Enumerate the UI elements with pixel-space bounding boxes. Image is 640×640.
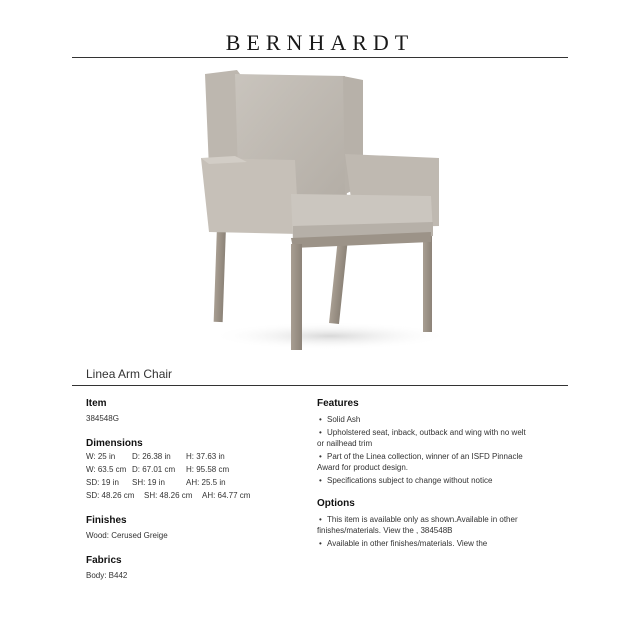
options-list — [317, 514, 557, 549]
finishes-heading: Finishes — [86, 515, 127, 526]
brand-logo: BERNHARDT — [225, 30, 415, 55]
dimension-value: W: 25 in — [86, 452, 116, 461]
feature-item: • Part of the Linea collection, winner of an ISFD Pinnacle — [317, 451, 557, 462]
features-heading: Features — [317, 398, 359, 409]
option-item: • This item is available only as shown.Available in other — [317, 514, 557, 525]
feature-item: • Upholstered seat, inback, outback and wing with no welt — [317, 427, 557, 438]
dimension-value: SD: 19 in — [86, 478, 119, 487]
dimension-row — [86, 464, 296, 475]
feature-item: • Specifications subject to change without notice — [317, 475, 557, 486]
right-column — [317, 398, 557, 549]
dimension-row — [86, 477, 296, 488]
dimension-value: W: 63.5 cm — [86, 465, 127, 474]
dimension-value: H: 95.58 cm — [186, 465, 230, 474]
dimension-value: AH: 25.5 in — [186, 478, 226, 487]
dimension-value: D: 26.38 in — [132, 452, 171, 461]
product-name: Linea Arm Chair — [86, 367, 173, 381]
dimension-value: SH: 19 in — [132, 478, 165, 487]
dimension-value: SH: 48.26 cm — [144, 491, 193, 500]
title-rule — [72, 385, 568, 386]
dimensions-table — [86, 451, 296, 501]
dimensions-heading: Dimensions — [86, 438, 143, 449]
feature-item: • Solid Ash — [317, 414, 557, 425]
dimension-value: D: 67.01 cm — [132, 465, 176, 474]
finishes-text: Wood: Cerused Greige — [86, 531, 168, 540]
fabrics-text: Body: B442 — [86, 571, 128, 580]
dimension-row — [86, 490, 296, 501]
item-number: 384548G — [86, 414, 119, 423]
feature-item-continuation: or nailhead trim — [317, 439, 373, 448]
options-heading: Options — [317, 498, 355, 509]
dimension-row — [86, 451, 296, 462]
option-item: • Available in other finishes/materials. View the — [317, 538, 557, 549]
option-item-continuation: finishes/materials. View the , 384548B — [317, 526, 453, 535]
features-list — [317, 414, 557, 486]
feature-item-continuation: Award for product design. — [317, 463, 409, 472]
dimension-value: SD: 48.26 cm — [86, 491, 135, 500]
product-image — [195, 66, 450, 356]
item-heading: Item — [86, 398, 107, 409]
dimension-value: H: 37.63 in — [186, 452, 225, 461]
dimension-value: AH: 64.77 cm — [202, 491, 251, 500]
left-column — [86, 398, 296, 581]
header-rule — [72, 57, 568, 58]
fabrics-heading: Fabrics — [86, 555, 122, 566]
